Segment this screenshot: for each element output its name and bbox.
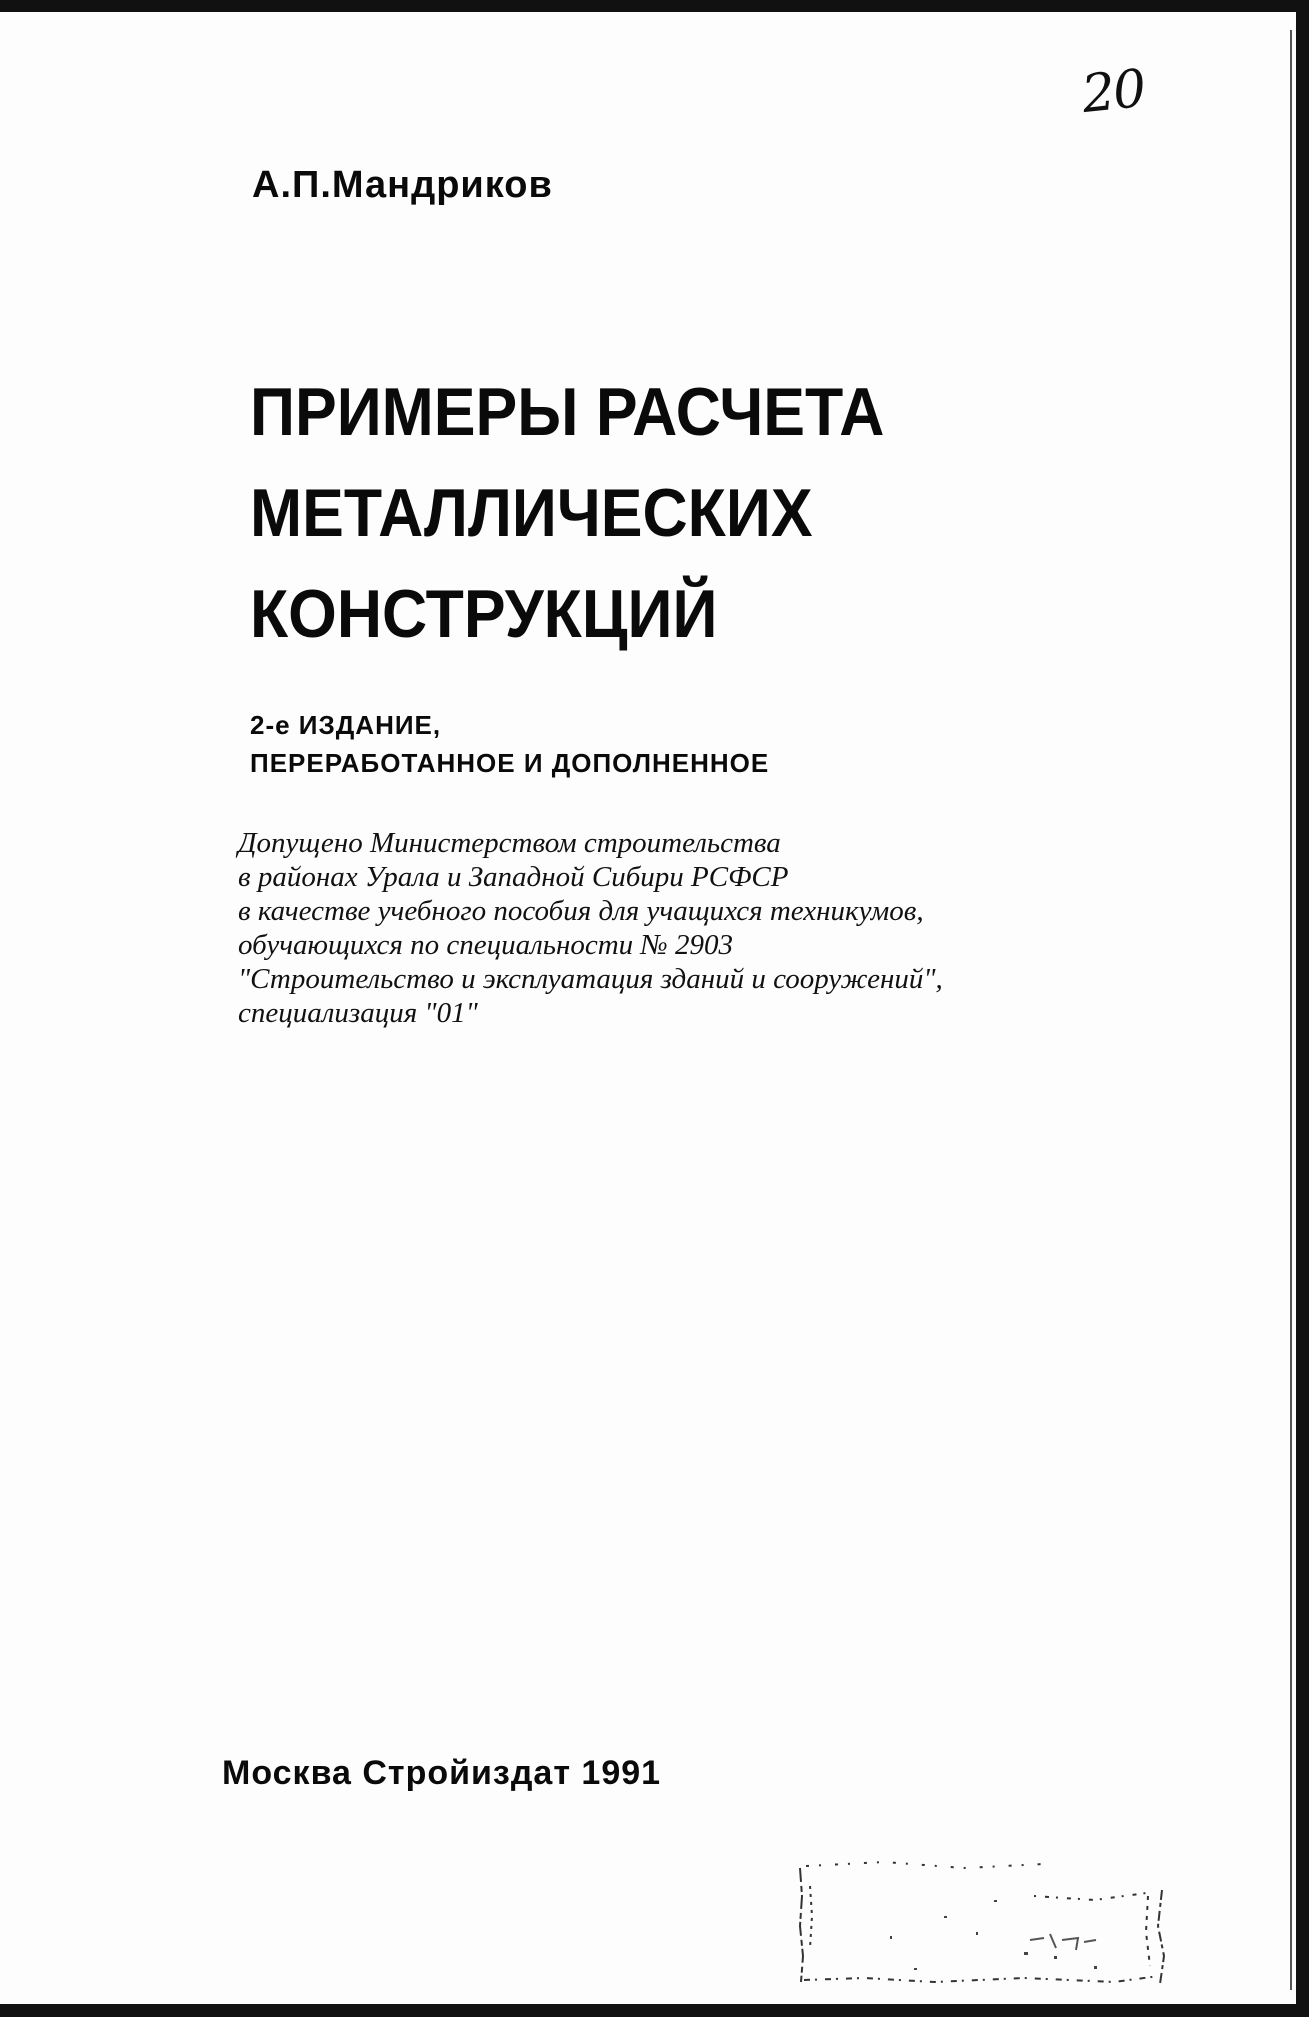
title-line: ПРИМЕРЫ РАСЧЕТА [250, 374, 885, 450]
approval-line: обучающихся по специальности № 2903 [238, 929, 733, 961]
scan-border-top [0, 0, 1309, 12]
scan-border-right-inner [1290, 30, 1292, 1990]
book-title [250, 362, 1150, 665]
library-stamp [794, 1856, 1174, 1988]
author-name: А.П.Мандриков [252, 164, 553, 206]
publisher-imprint: Москва Стройиздат 1991 [222, 1754, 662, 1792]
library-stamp-graphic [794, 1856, 1174, 1988]
scan-border-bottom [0, 2004, 1309, 2017]
handwritten-page-number: 20 [1079, 58, 1148, 126]
edition-line: ПЕРЕРАБОТАННОЕ И ДОПОЛНЕННОЕ [250, 748, 770, 778]
scan-border-right [1296, 0, 1309, 2017]
approval-line: "Строительство и эксплуатация зданий и сооружений", [238, 963, 943, 995]
edition-line: 2-е ИЗДАНИЕ, [250, 710, 442, 740]
approval-line: Допущено Министерством строительства [238, 827, 781, 859]
title-line: КОНСТРУКЦИЙ [250, 576, 718, 652]
title-line: МЕТАЛЛИЧЕСКИХ [250, 475, 813, 551]
approval-line: в качестве учебного пособия для учащихся техникумов, [238, 895, 924, 927]
edition-info [250, 706, 769, 782]
approval-line: в районах Урала и Западной Сибири РСФСР [238, 861, 789, 893]
approval-notice [238, 826, 1138, 1030]
approval-line: специализация "01" [238, 997, 478, 1029]
